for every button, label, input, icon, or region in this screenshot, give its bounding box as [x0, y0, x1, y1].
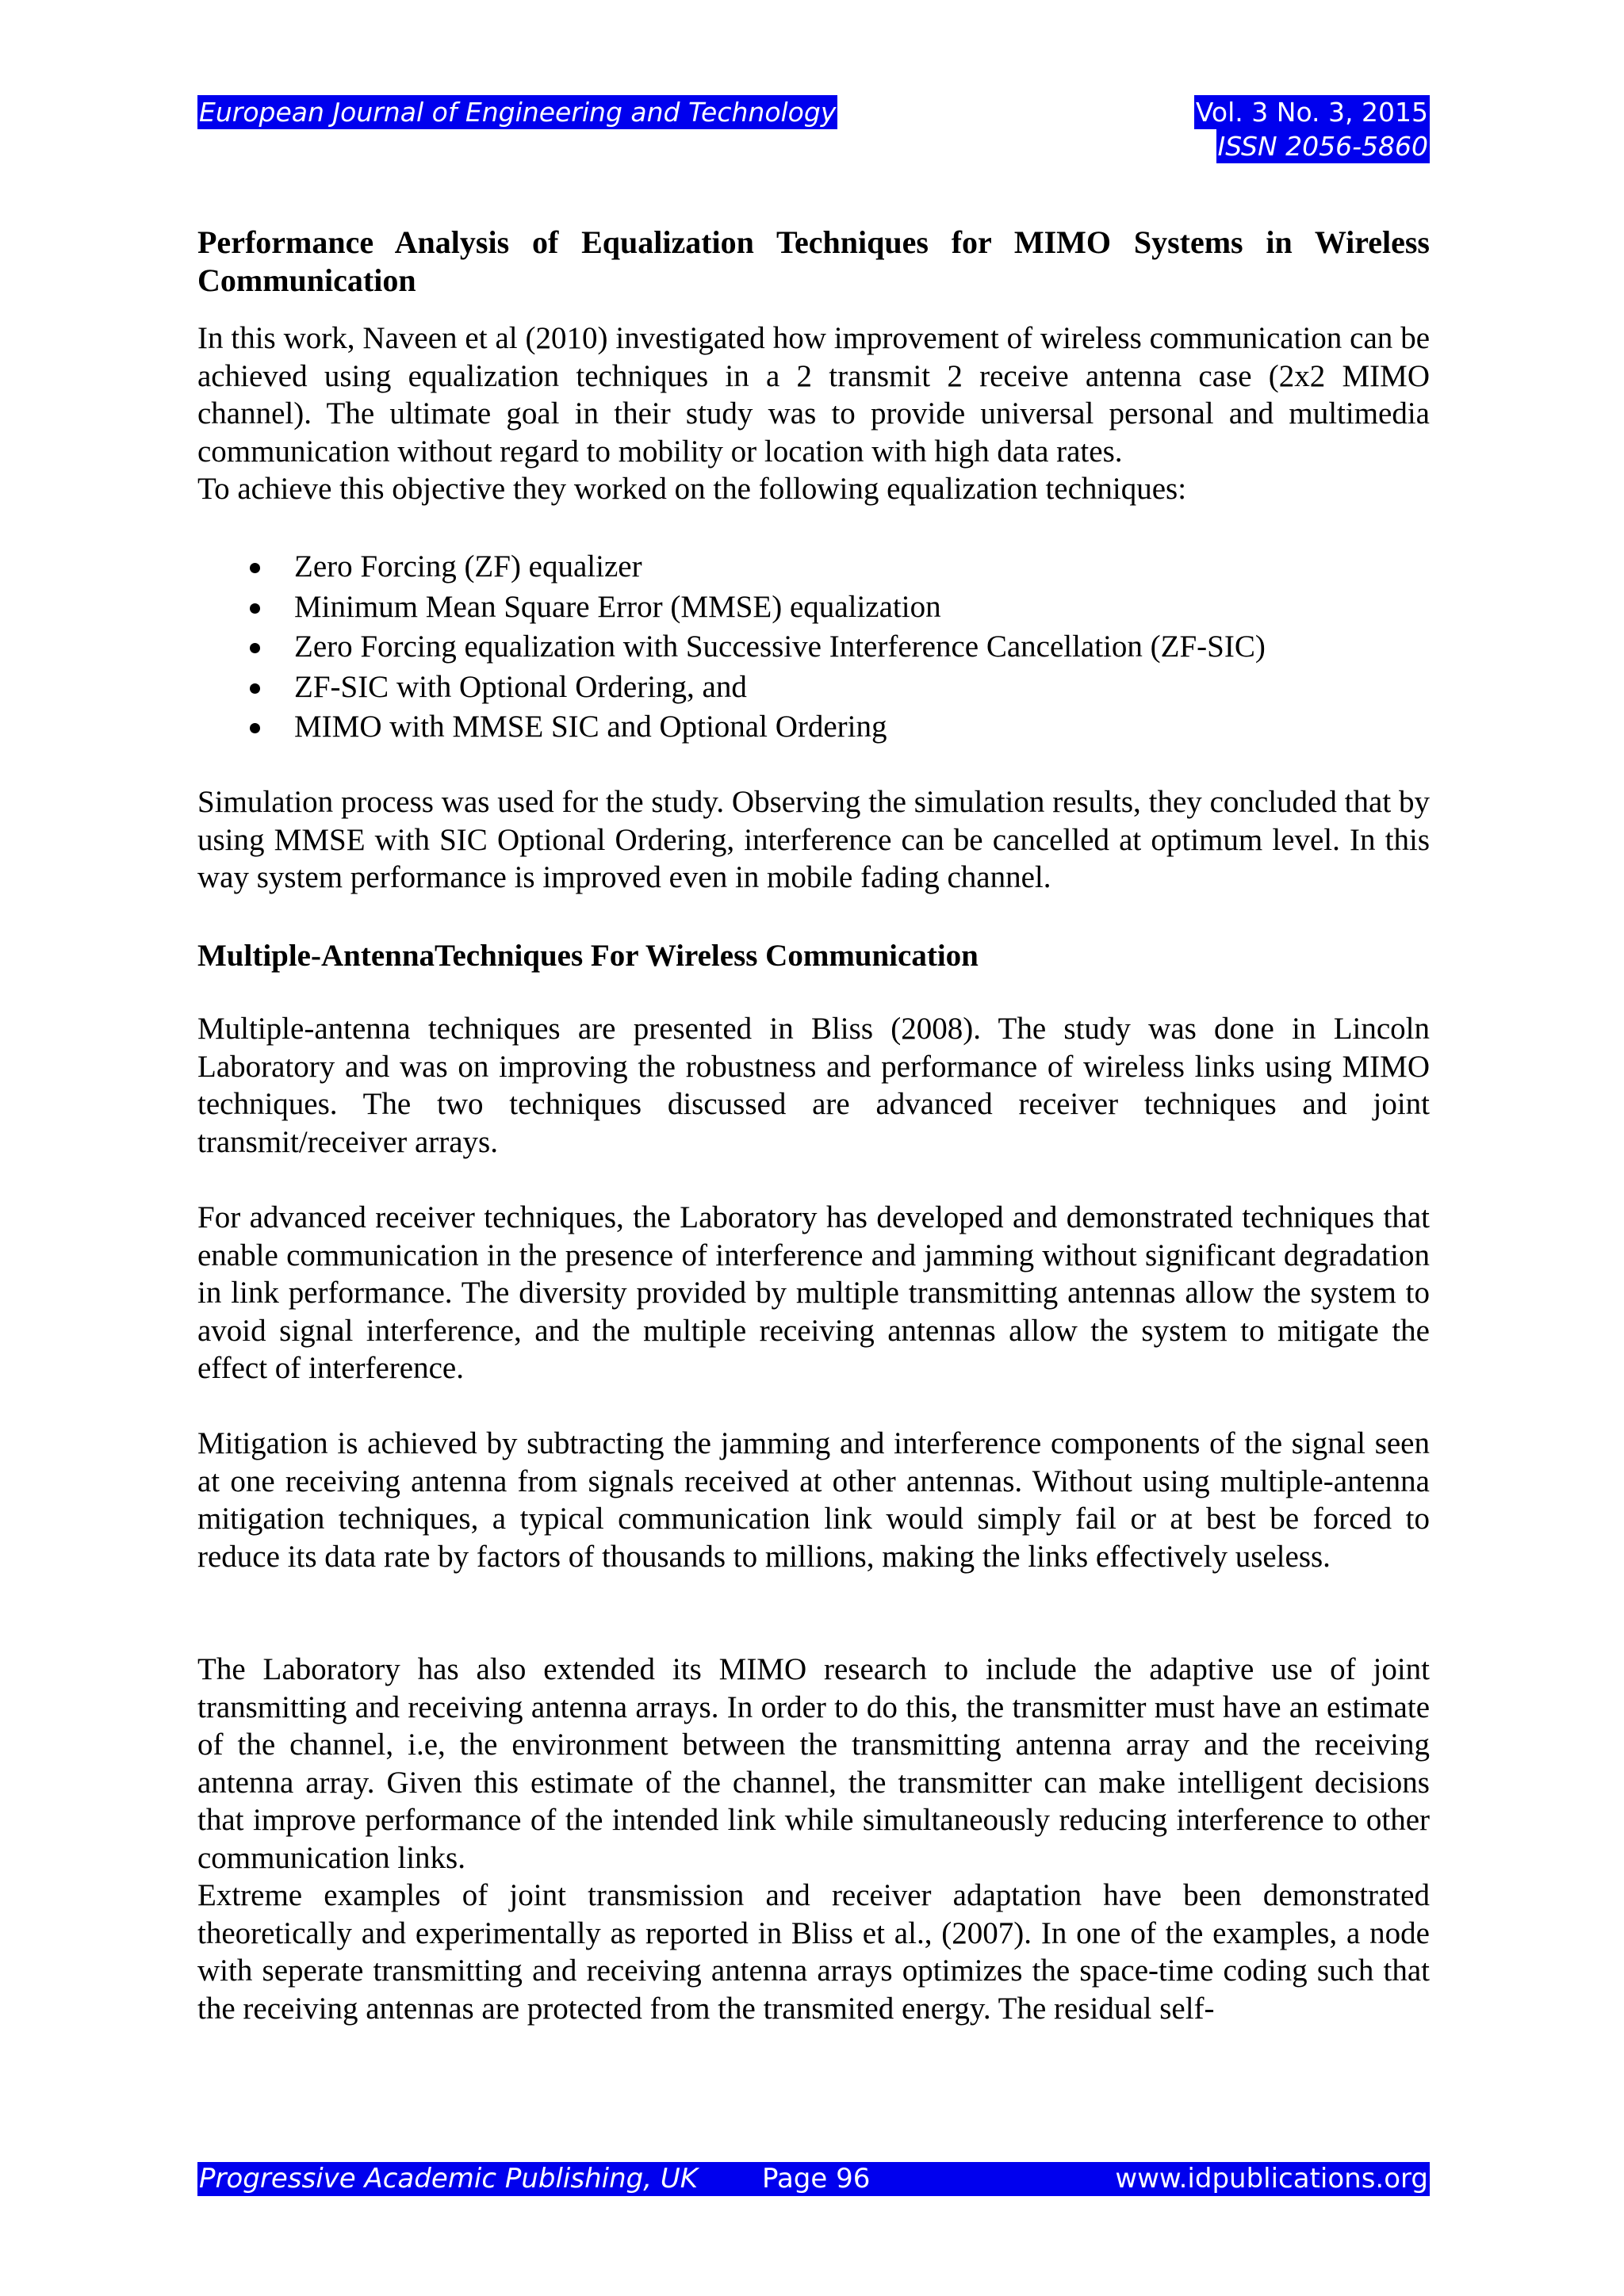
list-item-text: Zero Forcing (ZF) equalizer [294, 549, 642, 584]
issn: ISSN 2056-5860 [1217, 131, 1428, 162]
bullet-icon [250, 643, 260, 653]
bullet-icon [250, 683, 260, 694]
conclusion-paragraph: Simulation process was used for the study. Observing the simulation results, they concluded that by using MMSE with SIC Optional Ordering, interference can be cancelled at optimum level. In this way system performance is improved even in mobile fading channel. [197, 785, 1430, 894]
bullet-icon [250, 603, 260, 614]
list-item [197, 587, 1430, 628]
volume-block [1194, 95, 1430, 163]
list-item [197, 707, 1430, 748]
bullet-icon [250, 563, 260, 573]
body-paragraph: For advanced receiver techniques, the Laboratory has developed and demonstrated techniques that enable communication in the presence of interference and jamming without significant degradation in link performance. The diversity provided by multiple transmitting antennas allow the system to avoid signal interference, and the multiple receiving antennas allow the system to mitigate the effect of interference. [197, 1200, 1430, 1385]
section-heading: Multiple-AntennaTechniques For Wireless Communication [197, 939, 979, 973]
list-item [197, 627, 1430, 668]
bullet-icon [250, 723, 260, 733]
article-title: Performance Analysis of Equalization Techniques for MIMO Systems in Wireless Communication [197, 224, 1430, 298]
body-paragraph: Multiple-antenna techniques are presented in Bliss (2008). The study was done in Lincoln Laboratory and was on improving the robustness and performance of wireless links using MIMO techniques. The two techniques discussed are advanced receiver techniques and joint transmit/receiver arrays. [197, 1012, 1430, 1159]
list-item-text: Minimum Mean Square Error (MMSE) equalization [294, 589, 941, 624]
list-item-text: MIMO with MMSE SIC and Optional Ordering [294, 710, 887, 744]
page-number: Page 96 [762, 2163, 871, 2195]
intro-paragraph: In this work, Naveen et al (2010) investigated how improvement of wireless communication can be achieved using equalization techniques in a 2 transmit 2 receive antenna case (2x2 MIMO channel). The ultimate goal in their study was to provide universal personal and multimedia communication without regard to mobility or location with high data rates. [197, 321, 1430, 469]
list-item-text: Zero Forcing equalization with Successive Interference Cancellation (ZF-SIC) [294, 629, 1266, 664]
list-item-text: ZF-SIC with Optional Ordering, and [294, 669, 747, 704]
list-item [197, 668, 1430, 708]
running-footer [197, 2162, 1430, 2196]
website-url: www.idpublications.org [1115, 2163, 1428, 2195]
volume-info: Vol. 3 No. 3, 2015 [1195, 97, 1428, 128]
list-item [197, 547, 1430, 587]
journal-name: European Journal of Engineering and Technology [199, 97, 837, 128]
running-header [197, 95, 1430, 171]
body-paragraph: The Laboratory has also extended its MIMO research to include the adaptive use of joint transmitting and receiving antenna arrays. In order to do this, the transmitter must have an estimate of the channel, i.e, the environment between the transmitting antenna array and the receiving antenna array. Given this estimate of the channel, the transmitter can make intelligent decisions that improve performance of the intended link while simultaneously reducing interference to other communication links. [197, 1652, 1430, 1875]
page [197, 95, 1430, 2026]
body-paragraph: Mitigation is achieved by subtracting the jamming and interference components of the signal seen at one receiving antenna from signals received at other antennas. Without using multiple-antenna mitigation techniques, a typical communication link would simply fail or at best be forced to reduce its data rate by factors of thousands to millions, making the links effectively useless. [197, 1426, 1430, 1574]
body-paragraph: Extreme examples of joint transmission and receiver adaptation have been demonstrated theoretically and experimentally as reported in Bliss et al., (2007). In one of the examples, a node with seperate transmitting and receiving antenna arrays optimizes the space-time coding such that the receiving antennas are protected from the transmited energy. The residual self- [197, 1878, 1430, 2026]
publisher-name: Progressive Academic Publishing, UK [199, 2163, 698, 2195]
technique-list [197, 547, 1430, 748]
objective-paragraph: To achieve this objective they worked on the following equalization techniques: [197, 472, 1187, 506]
